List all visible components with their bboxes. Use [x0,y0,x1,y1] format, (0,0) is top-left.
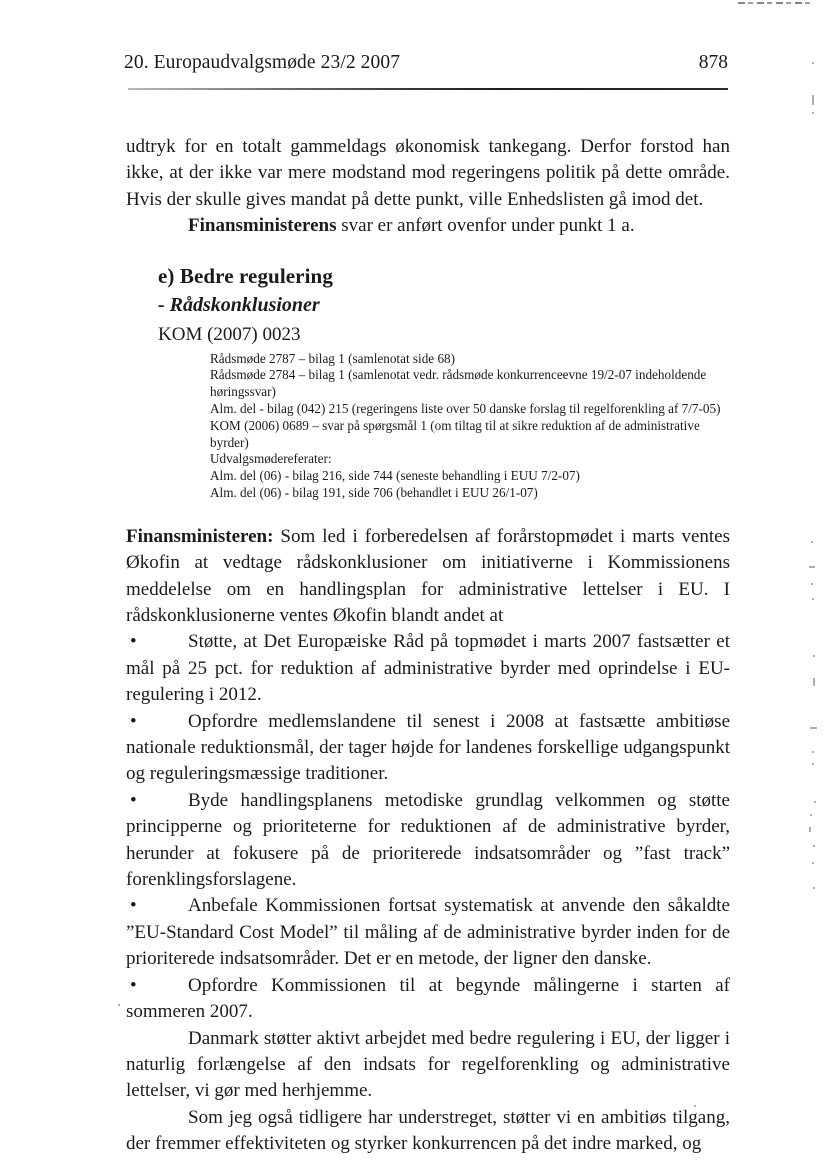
scan-artifact-top-edge [738,2,814,4]
document-body [126,134,730,1158]
speech-section [126,524,730,1158]
reference-item: Alm. del (06) - bilag 216, side 744 (seneste behandling i EUU 7/2-07) [210,468,580,484]
reference-item: Alm. del (06) - bilag 191, side 706 (behandlet i EUU 26/1-07) [210,485,538,500]
reference-item: Rådsmøde 2787 – bilag 1 (samlenotat side 68) [210,350,456,366]
bullet-text: Opfordre Kommissionen til at begynde målingerne i starten af sommeren 2007. [126,974,730,1023]
bullet-marker: • [130,974,137,996]
header-divider [128,88,728,90]
reference-item: Alm. del - bilag (042) 215 (regeringens liste over 50 danske forslag til regelforenkling af 7/7-05) [210,401,721,417]
bullet-text: Byde handlingsplanens metodiske grundlag velkommen og støtte principperne og prioriteterne for reduktionen af de administrative byrder, herunder at fokusere på de prioriterede indsatsområder og ”fast track” forenklingsforslagene. [126,789,730,891]
bullet-marker: • [130,710,137,732]
scan-speck [811,541,813,543]
scan-speck [810,814,812,816]
scan-speck [118,1004,120,1006]
speech-opening-text: Som led i forberedelsen af forårstopmødet i marts ventes Økofin at vedtage rådskonklusioner om initiativerne i Kommissionens meddelelse om en handlingsplan for administrative lettelser i EU. I rådskonklusionerne ventes Økofin blandt andet at [126,525,730,627]
page-number: 878 [698,52,728,73]
bullet-text: Opfordre medlemslandene til senest i 2008 at fastsætte ambitiøse nationale reduktionsmål, der tager højde for landenes forskellige udgangspunkt og reguleringsmæssige traditioner. [126,710,730,785]
reference-item: KOM (2006) 0689 – svar på spørgsmål 1 (om tiltag til at sikre reduktion af de administrative byrder) [210,417,700,450]
scan-speck [813,678,815,686]
section-subheading: - Rådskonklusioner [158,293,320,316]
reference-list [126,351,730,502]
scan-speck [812,763,814,765]
speech-closing-paragraph: Som jeg også tidligere har understreget, støtter vi en ambitiøs tilgang, der fremmer effektiviteten og styrker konkurrencen på det indre marked, og [126,1106,730,1155]
speech-speaker-label: Finansministeren: [126,525,274,547]
scan-speck [809,566,815,568]
speech-bullet-item [126,629,730,708]
speech-bullet-item [126,893,730,972]
speech-closing-paragraph: Danmark støtter aktivt arbejdet med bedre regulering i EU, der ligger i naturlig forlængelse af den indsats for regelforenkling og administrative lettelser, vi gør med herhjemme. [126,1027,730,1102]
intro-paragraph: udtryk for en totalt gammeldags økonomisk tankegang. Derfor forstod han ikke, at der ikke var mere modstand mod regeringens politik på dette område. Hvis der skulle gives mandat på dette punkt, ville Enhedslisten gå imod det. [126,136,730,210]
scan-speck [811,583,813,585]
page-header [124,52,728,74]
scan-speck [814,801,816,803]
scan-speck [812,751,814,753]
bullet-text: Anbefale Kommissionen fortsat systematisk at anvende den såkaldte ”EU-Standard Cost Model” til måling af de administrative byrder inden for de prioriterede indsatsområder. Det er en metode, der ligner den danske. [126,895,730,970]
minister-answer-speaker: Finansministerens [188,215,337,237]
scan-speck [812,95,814,105]
document-number: KOM (2007) 0023 [158,323,301,345]
bullet-marker: • [130,895,137,917]
scan-speck [812,62,814,64]
scan-speck [810,727,817,729]
scan-speck [813,887,815,889]
scan-speck [812,112,814,114]
speech-bullet-item [126,973,730,1026]
bullet-marker: • [130,631,137,653]
scan-speck [813,655,815,657]
section-heading: e) Bedre regulering [158,263,333,288]
scan-speck [809,827,811,832]
bullet-marker: • [130,789,137,811]
minister-answer-text: svar er anført ovenfor under punkt 1 a. [336,215,635,237]
reference-item: Udvalgsmødereferater: [210,451,332,467]
reference-item: Rådsmøde 2784 – bilag 1 (samlenotat vedr. rådsmøde konkurrenceevne 19/2-07 indeholdende høringssvar) [210,367,707,400]
scan-speck [813,845,815,847]
speech-opening-paragraph [126,524,730,630]
page-title: 20. Europaudvalgsmøde 23/2 2007 [124,52,401,73]
minister-answer-paragraph [126,213,730,239]
scan-speck [812,598,814,600]
bullet-text: Støtte, at Det Europæiske Råd på topmødet i marts 2007 fastsætter et mål på 25 pct. for reduktion af administrative byrder med oprindelse i EU-regulering i 2012. [126,631,730,706]
scan-speck [812,862,814,864]
speech-bullet-item [126,709,730,788]
section-heading-block [126,263,730,319]
speech-bullet-item [126,788,730,894]
